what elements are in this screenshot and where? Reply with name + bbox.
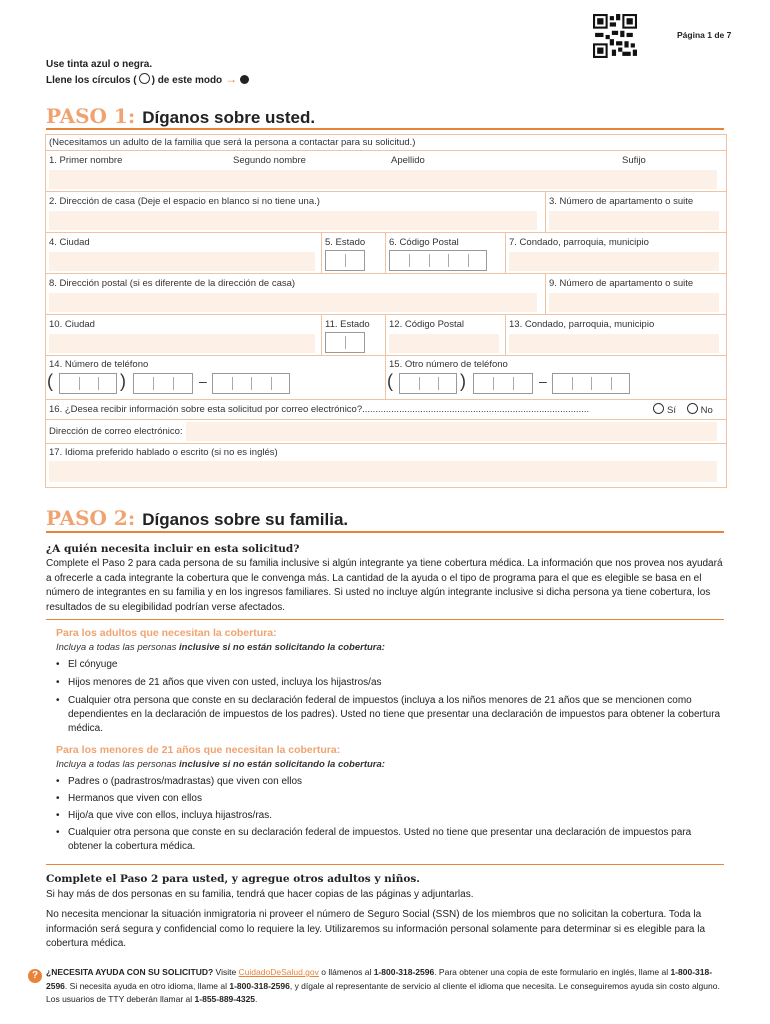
step1-rule	[46, 128, 724, 130]
adults-intro	[56, 642, 385, 653]
note-text: (Necesitamos un adulto de la familia que será la persona a contactar para su solicitud.)	[49, 137, 416, 148]
zip-cell	[386, 233, 506, 274]
complete-heading: Complete el Paso 2 para usted, y agregue otros adultos y niños.	[46, 873, 420, 885]
state-label: 5. Estado	[325, 237, 366, 248]
minors-intro-b: inclusive si no están solicitando la cobertura:	[179, 759, 385, 770]
section-divider	[46, 619, 724, 620]
help-link[interactable]: CuidadoDeSalud.gov	[238, 967, 319, 977]
help-question-icon: ?	[28, 969, 42, 983]
mailing-zip-field[interactable]	[389, 334, 499, 353]
apt-field[interactable]	[549, 211, 719, 230]
step1-title	[46, 104, 315, 128]
other-phone-close-paren: )	[460, 371, 466, 391]
radio-no-label: No	[700, 405, 713, 416]
phone-close-paren: )	[120, 371, 126, 391]
minors-intro	[56, 759, 385, 770]
email-question-row	[46, 400, 726, 420]
mailing-county-cell	[506, 315, 726, 356]
email-row	[46, 420, 726, 444]
section-divider-2	[46, 864, 724, 865]
name-row	[46, 151, 726, 192]
language-field[interactable]	[49, 461, 717, 482]
mailing-apt-field[interactable]	[549, 293, 719, 312]
other-phone-line[interactable]	[552, 373, 630, 394]
phone-area-code[interactable]	[59, 373, 117, 394]
home-address-field[interactable]	[49, 211, 537, 230]
qr-code	[593, 14, 637, 58]
other-phone-prefix[interactable]	[473, 373, 533, 394]
state-cell	[322, 233, 386, 274]
mailing-county-label: 13. Condado, parroquia, municipio	[509, 319, 655, 330]
county-label: 7. Condado, parroquia, municipio	[509, 237, 649, 248]
other-phone-open-paren: (	[387, 371, 393, 391]
phone-dash: –	[199, 373, 207, 389]
email-label: Dirección de correo electrónico:	[49, 426, 183, 437]
apt-cell	[546, 192, 726, 233]
last-name-label: Apellido	[391, 155, 425, 166]
name-field[interactable]	[49, 170, 717, 189]
zip-field[interactable]	[389, 250, 487, 271]
ink-line-2-b: ) de este modo	[151, 75, 223, 86]
adults-intro-b: inclusive si no están solicitando la cobertura:	[179, 642, 385, 653]
mailing-address-label: 8. Dirección postal (si es diferente de la dirección de casa)	[49, 278, 296, 289]
filled-circle-icon	[240, 75, 249, 84]
who-include-body: Complete el Paso 2 para cada persona de su familia inclusive si algún integrante ya tiene cobertura médica. La información que nos provea nos ayudará a ofrecerle a cada integrante la cobertura que le convenga más. La cantidad de la ayuda o el tipo de programa para el que es elegible se basa en el número de integrantes en su familia y en los ingresos familiares. Si usted no incluye algún integrante inclusive si dicha persona ya tiene cobertura, los resultados de su elegibilidad podrían verse afectados.	[46, 558, 723, 613]
help-bold: ¿NECESITA AYUDA CON SU SOLICITUD?	[46, 967, 214, 977]
mailing-address-field[interactable]	[49, 293, 537, 312]
note-row	[46, 135, 726, 151]
mailing-city-field[interactable]	[49, 334, 315, 353]
step1-form	[45, 134, 727, 488]
minors-intro-a: Incluya a todas las personas	[56, 759, 180, 770]
mailing-zip-label: 12. Código Postal	[389, 319, 464, 330]
adults-intro-a: Incluya a todas las personas	[56, 642, 180, 653]
email-question-label: 16. ¿Desea recibir información sobre esta solicitud por correo electrónico?......................................................................................	[49, 404, 590, 415]
apt-label: 3. Número de apartamento o suite	[549, 196, 694, 207]
first-name-label: 1. Primer nombre	[49, 155, 123, 166]
other-phone-cell	[386, 356, 726, 400]
ink-line-2-a: Llene los círculos (	[46, 75, 137, 86]
adults-heading: Para los adultos que necesitan la cobertura:	[56, 627, 277, 639]
county-cell	[506, 233, 726, 274]
other-phone-area-code[interactable]	[399, 373, 457, 394]
mailing-state-cell	[322, 315, 386, 356]
ink-line-1: Use tinta azul o negra.	[46, 59, 153, 70]
ink-instructions	[46, 58, 249, 88]
empty-circle-icon	[139, 73, 150, 84]
ink-line-2	[46, 72, 249, 88]
radio-yes[interactable]	[653, 403, 664, 414]
step2-title	[46, 506, 348, 530]
mailing-apt-label: 9. Número de apartamento o suite	[549, 278, 694, 289]
other-phone-dash: –	[539, 373, 547, 389]
suffix-label: Sufijo	[622, 155, 646, 166]
city-field[interactable]	[49, 252, 315, 271]
ssn-body: No necesita mencionar la situación inmigratoria ni proveer el número de Seguro Social (SSN) de los miembros que no solicitan la cobertura. Toda la información será segura y confidencial como lo requiere la ley. Utilizaremos su información personal solamente para determinar si es elegible para la cobertura médica.	[46, 909, 706, 949]
arrow-right-icon: →	[225, 72, 238, 86]
phone-cell	[46, 356, 386, 400]
step2-heading: Díganos sobre su familia.	[142, 510, 349, 529]
step1-heading: Díganos sobre usted.	[142, 108, 316, 127]
county-field[interactable]	[509, 252, 719, 271]
radio-yes-label: Sí	[667, 405, 676, 416]
city-cell	[46, 233, 322, 274]
phone-open-paren: (	[47, 371, 53, 391]
email-options	[649, 403, 713, 416]
middle-name-label: Segundo nombre	[233, 155, 306, 166]
home-address-cell	[46, 192, 546, 233]
who-include-heading: ¿A quién necesita incluir en esta solicitud?	[46, 543, 300, 555]
language-label: 17. Idioma preferido hablado o escrito (si no es inglés)	[49, 447, 278, 458]
email-field[interactable]	[186, 422, 717, 441]
mailing-state-label: 11. Estado	[325, 319, 370, 330]
language-row	[46, 444, 726, 487]
mailing-city-cell	[46, 315, 322, 356]
phone-label: 14. Número de teléfono	[49, 359, 149, 370]
home-address-label: 2. Dirección de casa (Deje el espacio en blanco si no tiene una.)	[49, 196, 320, 207]
step2-number: PASO 2:	[46, 506, 136, 530]
city-label: 4. Ciudad	[49, 237, 90, 248]
mailing-apt-cell	[546, 274, 726, 315]
zip-label: 6. Código Postal	[389, 237, 459, 248]
step1-number: PASO 1:	[46, 104, 136, 128]
minors-heading: Para los menores de 21 años que necesitan la cobertura:	[56, 744, 341, 756]
state-field[interactable]	[325, 250, 365, 271]
mailing-city-label: 10. Ciudad	[49, 319, 95, 330]
phone-prefix[interactable]	[133, 373, 193, 394]
phone-line[interactable]	[212, 373, 290, 394]
page-number: Página 1 de 7	[677, 30, 732, 40]
mailing-state-field[interactable]	[325, 332, 365, 353]
mailing-county-field[interactable]	[509, 334, 719, 353]
complete-body: Si hay más de dos personas en su familia, tendrá que hacer copias de las páginas y adjuntarlas.	[46, 889, 474, 900]
step2-rule	[46, 531, 724, 533]
mailing-address-cell	[46, 274, 546, 315]
radio-no[interactable]	[687, 403, 698, 414]
mailing-zip-cell	[386, 315, 506, 356]
other-phone-label: 15. Otro número de teléfono	[389, 359, 508, 370]
help-text: ¿NECESITA AYUDA CON SU SOLICITUD? Visite CuidadoDeSalud.gov o llámenos al 1-800-318-2596. Para obtener una copia de este formulario en inglés, llame al 1-800-318-2596. Si necesita ayuda en otro idioma, llame al 1-800-318-2596, y dígale al representante de servicio al cliente el idioma que necesita. Le conseguiremos ayuda sin costo alguno. Los usuarios de TTY deberán llamar al 1-855-889-4325.	[46, 967, 720, 1004]
